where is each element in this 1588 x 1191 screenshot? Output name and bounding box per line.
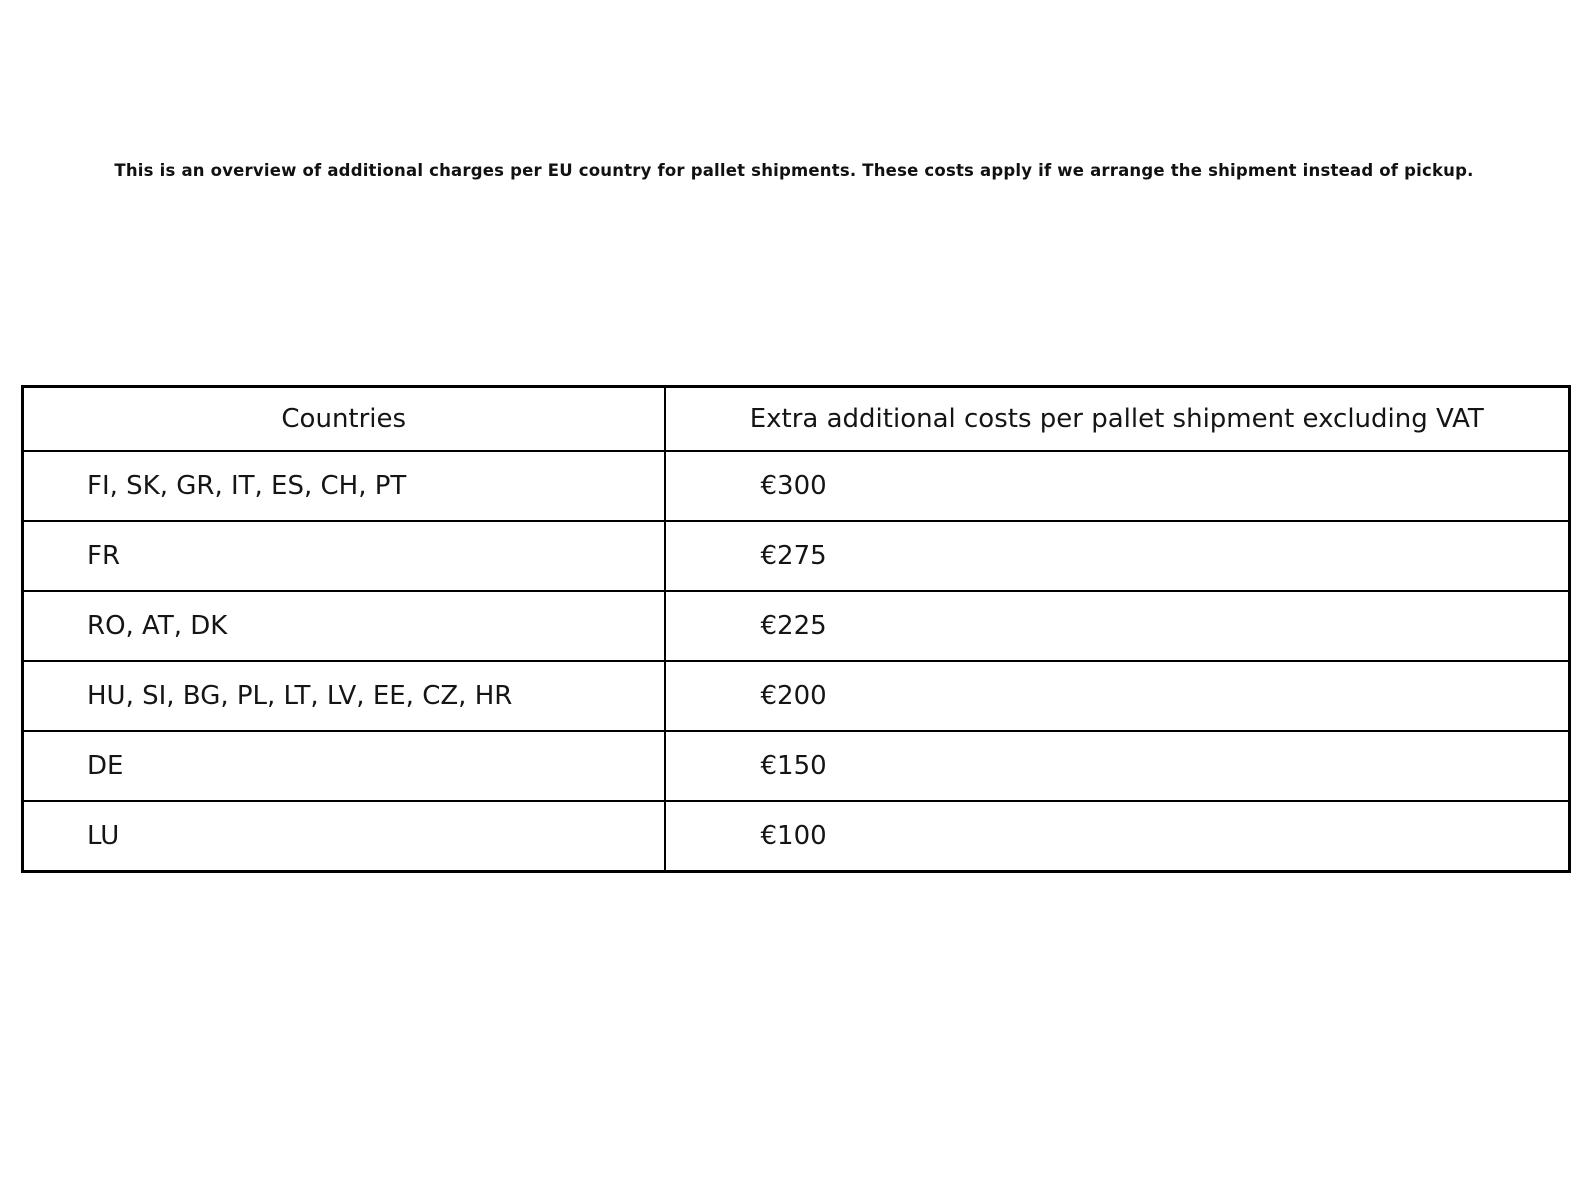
cost-cell: €225 (665, 591, 1570, 661)
table-row (23, 661, 1570, 731)
countries-cell: DE (23, 731, 665, 801)
table-row (23, 451, 1570, 521)
table-row (23, 591, 1570, 661)
cost-cell: €300 (665, 451, 1570, 521)
cost-cell: €100 (665, 801, 1570, 872)
charges-table (21, 385, 1571, 873)
table-header-row (23, 387, 1570, 452)
countries-cell: LU (23, 801, 665, 872)
column-header-costs: Extra additional costs per pallet shipment excluding VAT (665, 387, 1570, 452)
table-body (23, 451, 1570, 872)
cost-cell: €275 (665, 521, 1570, 591)
table-row (23, 801, 1570, 872)
cost-cell: €200 (665, 661, 1570, 731)
countries-cell: FI, SK, GR, IT, ES, CH, PT (23, 451, 665, 521)
column-header-countries: Countries (23, 387, 665, 452)
countries-cell: HU, SI, BG, PL, LT, LV, EE, CZ, HR (23, 661, 665, 731)
cost-cell: €150 (665, 731, 1570, 801)
table-row (23, 521, 1570, 591)
intro-text: This is an overview of additional charges per EU country for pallet shipments. These costs apply if we arrange the shipment instead of pickup. (114, 161, 1474, 180)
countries-cell: FR (23, 521, 665, 591)
table-row (23, 731, 1570, 801)
countries-cell: RO, AT, DK (23, 591, 665, 661)
